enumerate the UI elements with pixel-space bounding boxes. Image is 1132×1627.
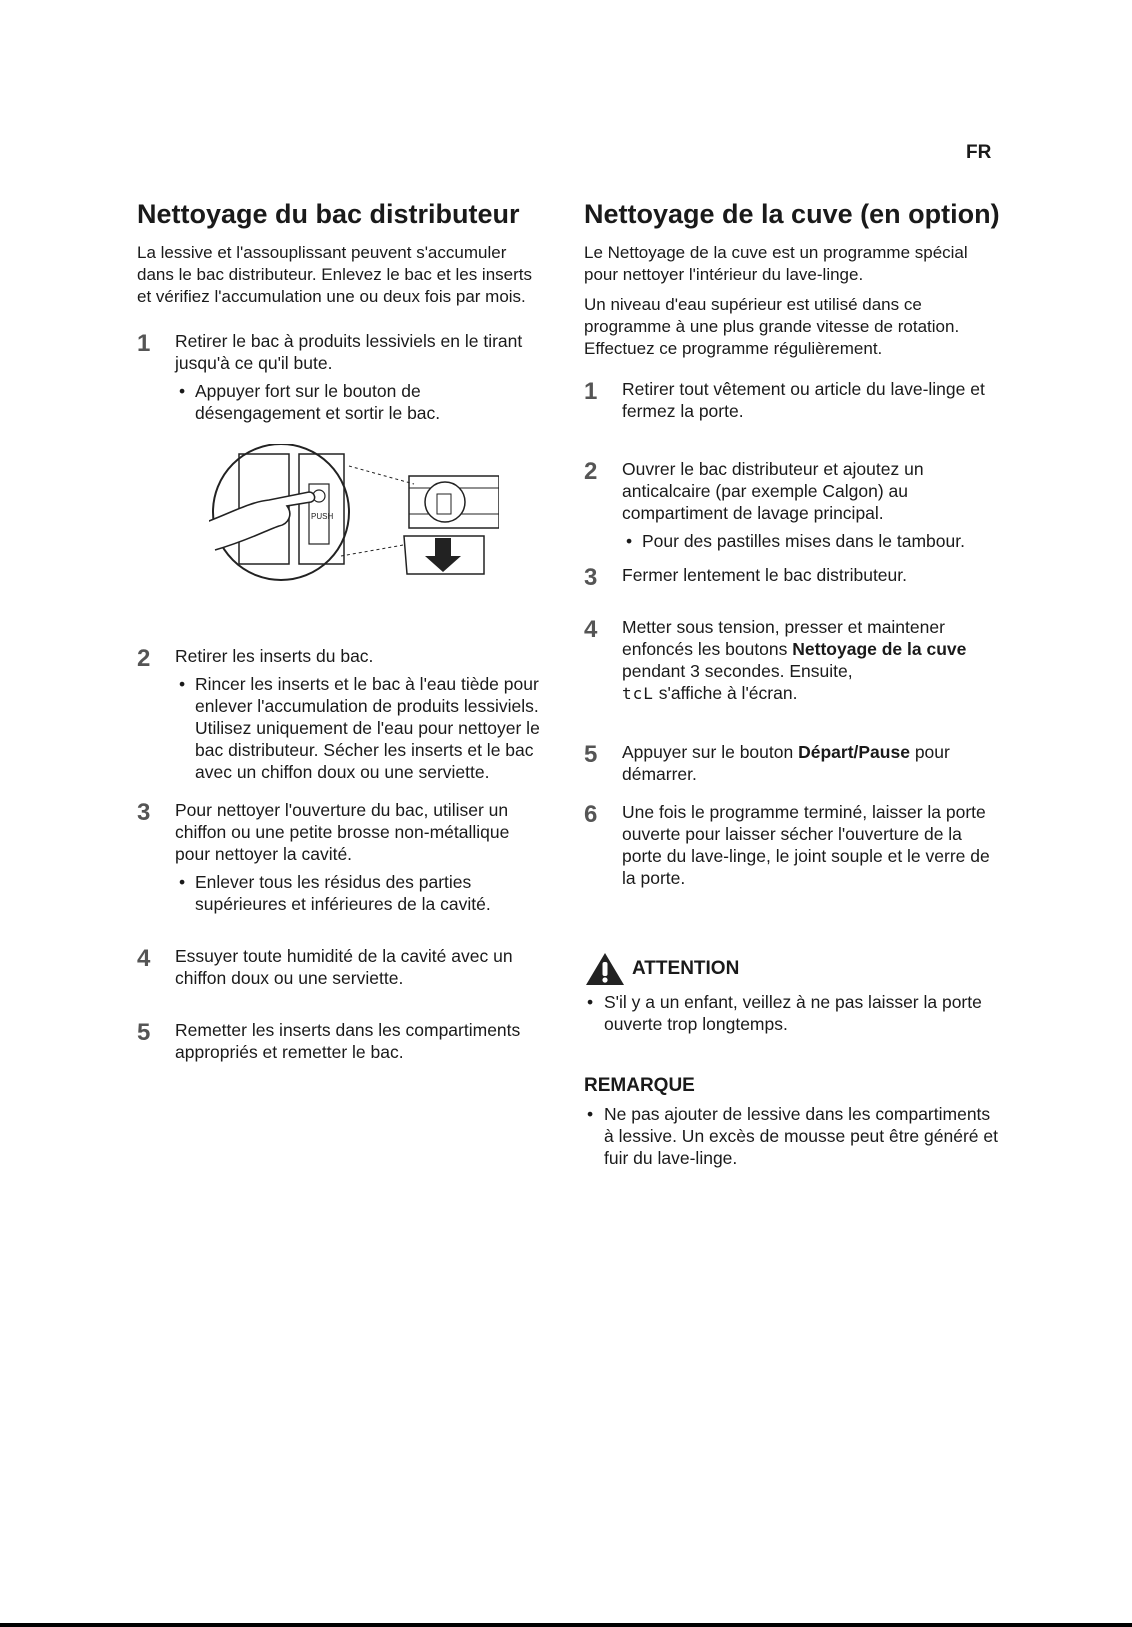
note-text: • Ne pas ajouter de lessive dans les compartiments à lessive. Un excès de mousse peut être généré et fuir du lave-linge. [584,1103,1004,1169]
step-bullet: • Appuyer fort sur le bouton de désengagement et sortir le bac. [175,380,547,424]
step-text [622,616,1004,705]
step-bullet: • Pour des pastilles mises dans le tambour. [622,530,1004,552]
step-bullet: • Enlever tous les résidus des parties supérieures et inférieures de la cavité. [175,871,547,915]
step-text: Ouvrer le bac distributeur et ajoutez un anticalcaire (par exemple Calgon) au compartiment de lavage principal. [622,459,924,523]
dispenser-step-3 [137,799,547,915]
step-text-part: pour démarrer. [622,742,950,784]
step-text: Une fois le programme terminé, laisser la porte ouverte pour laisser sécher l'ouverture de la porte du lave-linge, le joint souple et le verre de la porte. [622,802,990,888]
dispenser-step-1 [137,330,547,424]
step-number: 1 [584,378,598,405]
tub-clean-button-name: Nettoyage de la cuve [792,639,967,659]
step-number: 4 [584,616,598,643]
language-label: FR [966,142,992,163]
section-title-tub-clean: Nettoyage de la cuve (en option) [584,199,1000,229]
dispenser-step-5 [137,1019,547,1063]
tub-step-4 [584,616,1004,705]
attention-header [584,951,1004,987]
note-box [584,1075,1004,1169]
step-number: 2 [137,645,151,672]
warning-icon [584,951,626,987]
push-label: PUSH [311,512,334,521]
dispenser-step-4 [137,945,547,989]
tub-step-6 [584,801,1004,889]
step-number: 3 [137,799,151,826]
step-text-part: pendant 3 secondes. Ensuite, [622,661,853,681]
tub-step-2 [584,458,1004,552]
step-text: Pour nettoyer l'ouverture du bac, utiliser un chiffon ou une petite brosse non-métallique pour nettoyer la cavité. [175,800,510,864]
step-text: Retirer les inserts du bac. [175,646,374,666]
step-text: Fermer lentement le bac distributeur. [622,565,907,585]
step-number: 5 [584,741,598,768]
step-number: 1 [137,330,151,357]
step-text: Retirer le bac à produits lessiviels en le tirant jusqu'à ce qu'il bute. [175,331,523,373]
tub-step-1 [584,378,1004,422]
left-column [137,198,547,1063]
step-text: Retirer tout vêtement ou article du lave-linge et fermez la porte. [622,379,985,421]
dispenser-release-illustration [209,444,499,594]
note-title: REMARQUE [584,1075,695,1096]
dispenser-intro: La lessive et l'assouplissant peuvent s'accumuler dans le bac distributeur. Enlevez le bac et les inserts et vérifiez l'accumulation une ou deux fois par mois. [137,243,532,306]
tub-step-3 [584,564,1004,591]
attention-box [584,951,1004,1035]
tub-step-5 [584,741,1004,785]
dispenser-step-2 [137,645,547,783]
display-code: tcL [622,684,654,703]
step-number: 4 [137,945,151,972]
tub-clean-intro-1: Le Nettoyage de la cuve est un programme spécial pour nettoyer l'intérieur du lave-linge. [584,243,968,284]
step-text-part: Metter sous tension, presser et maintener enfoncés les boutons [622,617,945,659]
bottom-border [0,1623,1132,1627]
step-text: Remetter les inserts dans les compartiments appropriés et remetter le bac. [175,1020,521,1062]
step-bullet: • Rincer les inserts et le bac à l'eau tiède pour enlever l'accumulation de produits lessiviels. Utilisez uniquement de l'eau pour nettoyer le bac distributeur. Sécher les inserts et le bac avec un chiffon doux ou une serviette. [175,673,547,783]
step-number: 2 [584,458,598,485]
step-number: 3 [584,564,598,591]
start-pause-button-name: Départ/Pause [798,742,910,762]
step-text [622,741,1004,785]
step-text: Essuyer toute humidité de la cavité avec un chiffon doux ou une serviette. [175,946,513,988]
right-column [584,198,1004,1169]
step-text-part: s'affiche à l'écran. [653,683,798,703]
attention-text: • S'il y a un enfant, veillez à ne pas laisser la porte ouverte trop longtemps. [584,991,1004,1035]
step-number: 5 [137,1019,151,1046]
section-title-dispenser: Nettoyage du bac distributeur [137,199,520,229]
attention-title: ATTENTION [632,958,740,979]
step-text-part: Appuyer sur le bouton [622,742,799,762]
step-number: 6 [584,801,598,828]
tub-clean-intro-2: Un niveau d'eau supérieur est utilisé dans ce programme à une plus grande vitesse de rotation. Effectuez ce programme régulièrement. [584,295,960,358]
